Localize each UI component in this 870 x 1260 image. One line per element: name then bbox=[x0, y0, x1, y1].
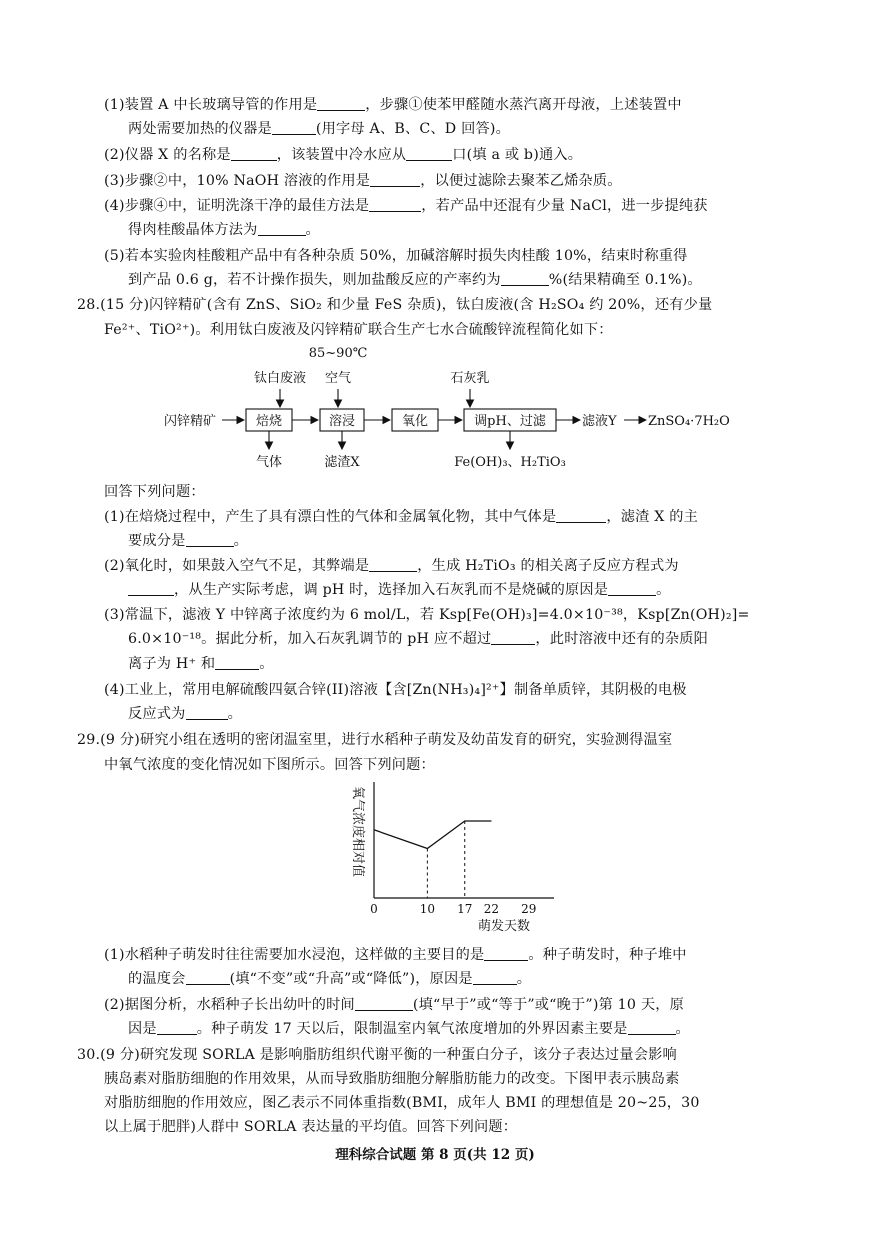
q30-heading-line4: 以上属于肥胖)人群中 SORLA 表达量的平均值。回答下列问题： bbox=[104, 1119, 518, 1135]
flow-box-roasting-label: 焙烧 bbox=[255, 414, 283, 429]
q29-part1-line2: 的温度会 (填“不变”或“升高”或“降低”)，原因是 。 bbox=[128, 971, 532, 987]
q30-heading-line3: 对脂肪细胞的作用效应，图乙表示不同体重指数(BMI，成年人 BMI 的理想值是 20~25，30 bbox=[104, 1095, 700, 1111]
q27-part4-line2: 得肉桂酸晶体方法为 。 bbox=[128, 222, 320, 238]
q27-part5-line2: 到产品 0.6 g，若不计操作损失，则加盐酸反应的产率约为 %(结果精确至 0.1%)。 bbox=[128, 272, 702, 288]
q27-part1-line2: 两处需要加热的仪器是 (用字母 A、B、C、D 回答)。 bbox=[128, 121, 510, 137]
q28-part1-line2: 要成分是 。 bbox=[128, 533, 248, 549]
flow-box-leaching-label: 溶浸 bbox=[328, 414, 356, 429]
q27-part3: (3)步骤②中，10% NaOH 溶液的作用是 ，以便过滤除去聚苯乙烯杂质。 bbox=[104, 173, 622, 189]
flow-box-ph-filter-label: 调pH、过滤 bbox=[474, 414, 546, 429]
chart-x-tick-17: 17 bbox=[457, 902, 473, 916]
q30-heading-line2: 胰岛素对脂肪细胞的作用效果，从而导致脂肪细胞分解脂肪能力的改变。下图甲表示胰岛素 bbox=[104, 1071, 680, 1087]
chart-x-tick-22: 22 bbox=[483, 902, 500, 916]
q28-part3-line2: 6.0×10⁻¹⁸。据此分析，加入石灰乳调节的 pH 应不超过 ，此时溶液中还有的杂质阳 bbox=[128, 631, 709, 647]
flow-input-titanium-waste: 钛白废液 bbox=[253, 371, 307, 386]
q29-part2-line2: 因是 。种子萌发 17 天以后，限制温室内氧气浓度增加的外界因素主要是 。 bbox=[128, 1021, 690, 1037]
flow-output-gas: 气体 bbox=[255, 455, 283, 470]
flow-output-precipitates: Fe(OH)₃、H₂TiO₃ bbox=[454, 455, 566, 470]
flow-input-air: 空气 bbox=[324, 371, 352, 386]
page-footer: 理科综合试题 第 8 页(共 12 页) bbox=[335, 1147, 535, 1163]
q28-part4-line2: 反应式为 。 bbox=[128, 706, 242, 722]
q28-part4-line1: (4)工业上，常用电解硫酸四氨合锌(II)溶液【含[Zn(NH₃)₄]²⁺】制备单质锌，其阴极的电极 bbox=[104, 682, 687, 698]
q27-part1-line1: (1)装置 A 中长玻璃导管的作用是 ，步骤①使苯甲醛随水蒸汽离开母液，上述装置中 bbox=[104, 97, 682, 113]
process-flow-diagram bbox=[150, 345, 790, 475]
q28-part2-line1: (2)氧化时，如果鼓入空气不足，其弊端是 ，生成 H₂TiO₃ 的相关离子反应方程式为 bbox=[104, 558, 679, 574]
q28-heading-line1: 28.(15 分)闪锌精矿(含有 ZnS、SiO₂ 和少量 FeS 杂质)，钛白废液(含 H₂SO₄ 约 20%，还有少量 bbox=[77, 297, 713, 313]
q28-part3-line1: (3)常温下，滤液 Y 中锌离子浓度约为 6 mol/L，若 Ksp[Fe(OH)₃]=4.0×10⁻³⁸，Ksp[Zn(OH)₂]= bbox=[104, 607, 750, 623]
q28-ask: 回答下列问题： bbox=[104, 484, 205, 500]
q28-part1-line1: (1)在焙烧过程中，产生了具有漂白性的气体和金属氧化物，其中气体是 ，滤渣 X 的主 bbox=[104, 509, 698, 525]
q29-part1-line1: (1)水稻种子萌发时往往需要加水浸泡，这样做的主要目的是 。种子萌发时，种子堆中 bbox=[104, 947, 687, 963]
chart-y-label: 氧气浓度相对值 bbox=[350, 786, 365, 878]
flow-product: ZnSO₄·7H₂O bbox=[648, 414, 730, 429]
flow-start-ore: 闪锌精矿 bbox=[164, 414, 217, 429]
q29-part2-line1: (2)据图分析，水稻种子长出幼叶的时间 (填“早于”或“等于”或“晚于”)第 10 天，原 bbox=[104, 997, 685, 1013]
flow-input-lime: 石灰乳 bbox=[450, 371, 490, 386]
chart-x-tick-10: 10 bbox=[419, 902, 436, 916]
oxygen-line-chart bbox=[340, 780, 560, 940]
flow-box-oxidation-label: 氧化 bbox=[401, 414, 429, 429]
chart-series-line bbox=[374, 821, 491, 849]
q27-part5-line1: (5)若本实验肉桂酸粗产品中有各种杂质 50%，加碱溶解时损失肉桂酸 10%，结束时称重得 bbox=[104, 248, 688, 264]
q29-heading-line1: 29.(9 分)研究小组在透明的密闭温室里，进行水稻种子萌发及幼苗发育的研究，实验测得温室 bbox=[77, 732, 673, 748]
q29-heading-line2: 中氧气浓度的变化情况如下图所示。回答下列问题： bbox=[104, 757, 435, 773]
chart-x-tick-0: 0 bbox=[370, 902, 378, 916]
q28-heading-line2: Fe²⁺、TiO²⁺)。利用钛白废液及闪锌精矿联合生产七水合硫酸锌流程简化如下： bbox=[104, 322, 613, 338]
flow-output-residue-x: 滤渣X bbox=[324, 455, 360, 470]
chart-x-label: 萌发天数 bbox=[478, 919, 531, 934]
q27-part4-line1: (4)步骤④中，证明洗涤干净的最佳方法是 ，若产品中还混有少量 NaCl，进一步提纯获 bbox=[104, 198, 708, 214]
q30-heading-line1: 30.(9 分)研究发现 SORLA 是影响脂肪组织代谢平衡的一种蛋白分子，该分子表达过量会影响 bbox=[77, 1047, 677, 1063]
q28-part2-line2: ，从生产实际考虑，调 pH 时，选择加入石灰乳而不是烧碱的原因是 。 bbox=[128, 581, 671, 599]
q28-part3-line3: 离子为 H⁺ 和 。 bbox=[128, 656, 274, 672]
flow-temp-label: 85~90℃ bbox=[308, 346, 368, 361]
q27-part2: (2)仪器 X 的名称是 ，该装置中冷水应从 口(填 a 或 b)通入。 bbox=[104, 147, 583, 163]
flow-filtrate-y: 滤液Y bbox=[582, 414, 617, 429]
chart-x-tick-29: 29 bbox=[521, 902, 537, 916]
